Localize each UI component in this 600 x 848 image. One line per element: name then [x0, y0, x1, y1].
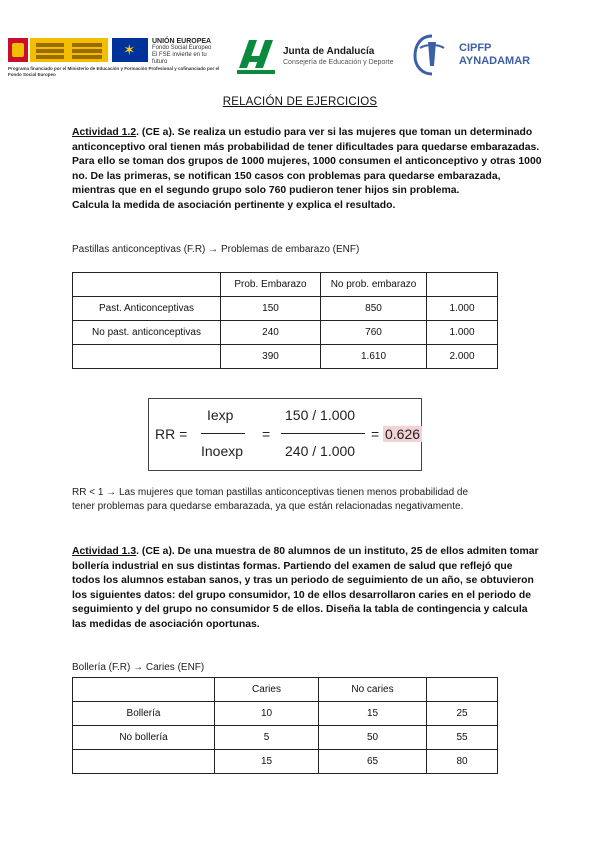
table-cell	[73, 678, 215, 702]
relative-risk-formula	[148, 398, 422, 471]
table-cell: No past. anticonceptivas	[73, 321, 221, 345]
table-cell: 390	[221, 345, 321, 369]
table-row	[73, 750, 498, 774]
formula-equals-2: =	[371, 426, 380, 442]
formula-numerator-value: 150 / 1.000	[285, 407, 356, 423]
table-cell	[73, 273, 221, 297]
table-header: No caries	[319, 678, 427, 702]
cipfp-emblem-icon	[412, 32, 452, 78]
activity-1-2-label: Actividad 1.2	[72, 127, 137, 138]
table-cell: 1.000	[427, 297, 498, 321]
activity-1-2-question: Calcula la medida de asociación pertinente y explica el resultado.	[72, 199, 396, 211]
page-title: RELACIÓN DE EJERCICIOS	[222, 96, 378, 108]
cipfp-line1: CIPFP	[459, 42, 492, 54]
table-row	[73, 702, 498, 726]
table-row	[73, 297, 498, 321]
table-cell	[427, 273, 498, 297]
activity-1-3-text: . (CE a). De una muestra de 80 alumnos de un instituto, 25 de ellos admiten tomar bollería industrial en sus distintas formas. Partiendo del examen de salud que reflejó que todos los alumnos estaban sanos, y tras un periodo de seguimiento de un año, se obtuvieron los siguientes datos: del grupo consumidor, 10 de ellos desarrollaron caries en el periodo de seguimiento y del grupo no consumidor 5 de ellos. Diseña la tabla de contingencia y calcula las medidas de asociación oportunas.	[72, 546, 539, 630]
activity-1-2-conclusion: RR < 1 → Las mujeres que toman pastillas anticonceptivas tienen menos probabilidad de tener problemas para quedarse embarazada, ya que están relacionadas negativamente.	[72, 487, 469, 512]
fraction-bar	[201, 433, 245, 434]
table-cell: 50	[319, 726, 427, 750]
junta-name: Junta de Andalucía	[283, 46, 375, 57]
contingency-table-2	[72, 677, 498, 774]
table-cell: 80	[427, 750, 498, 774]
table-row	[73, 345, 498, 369]
table-cell: 760	[321, 321, 427, 345]
activity-1-3-label: Actividad 1.3	[72, 546, 137, 557]
table-cell: 15	[215, 750, 319, 774]
table-header-row	[73, 273, 498, 297]
table-cell: 15	[319, 702, 427, 726]
activity-1-2-text: . (CE a). Se realiza un estudio para ver si las mujeres que toman un determinado anticonceptivo oral tienen más probabilidad de tener dificultades para quedarse embarazadas. Para ello se toman dos grupos de 1000 mujeres, 1000 consumen el anticonceptivo y otras 1000 no. De las primeras, se notifican 150 casos con problemas para quedarse embarazada, mientras que en el segundo grupo solo 760 pudieron tener hijos sin problema.	[72, 127, 542, 197]
table-cell: 65	[319, 750, 427, 774]
table-header: Caries	[215, 678, 319, 702]
table-cell: No bollería	[73, 726, 215, 750]
table-cell: 1.610	[321, 345, 427, 369]
table-cell: 2.000	[427, 345, 498, 369]
formula-denominator-symbol: Inoexp	[201, 443, 244, 459]
spain-shield-icon	[8, 38, 28, 62]
activity-1-3-variables: Bollería (F.R) → Caries (ENF)	[72, 662, 205, 673]
table-cell: 150	[221, 297, 321, 321]
junta-emblem-icon	[235, 34, 277, 76]
table-cell: 10	[215, 702, 319, 726]
spain-eu-logos	[8, 38, 218, 80]
table-header: Prob. Embarazo	[221, 273, 321, 297]
table-header-row	[73, 678, 498, 702]
table-cell: 25	[427, 702, 498, 726]
table-cell: 850	[321, 297, 427, 321]
formula-equals: =	[262, 426, 271, 442]
junta-dept: Consejería de Educación y Deporte	[283, 59, 394, 66]
table-cell	[73, 750, 215, 774]
funding-note: Programa financiado por el Ministerio de Educación y Formación Profesional y cofinanciado por el Fondo Social Europeo	[8, 66, 220, 77]
table-header: No prob. embarazo	[321, 273, 427, 297]
table-cell	[427, 678, 498, 702]
table-cell: 55	[427, 726, 498, 750]
activity-1-3-statement	[72, 545, 542, 633]
page-header	[0, 30, 600, 86]
formula-denominator-value: 240 / 1.000	[285, 443, 356, 459]
formula-result: 0.626	[385, 426, 421, 442]
formula-numerator-symbol: Iexp	[207, 407, 234, 423]
formula-lhs: RR =	[155, 426, 188, 442]
spain-ministry-logo	[8, 38, 108, 62]
contingency-table-1	[72, 272, 498, 369]
table-cell: 5	[215, 726, 319, 750]
cipfp-logo	[412, 32, 552, 82]
eu-text: UNIÓN EUROPEA Fondo Social Europeo El FSE invierte en tu futuro	[152, 38, 212, 65]
activity-1-2-statement	[72, 126, 542, 214]
table-cell: Past. Anticonceptivas	[73, 297, 221, 321]
table-row	[73, 321, 498, 345]
table-row	[73, 726, 498, 750]
table-cell: 1.000	[427, 321, 498, 345]
fraction-bar	[281, 433, 365, 434]
table-cell: Bollería	[73, 702, 215, 726]
table-cell	[73, 345, 221, 369]
cipfp-line2: AYNADAMAR	[459, 55, 531, 67]
junta-logo	[235, 34, 395, 80]
eu-flag-icon	[112, 38, 148, 62]
activity-1-2-variables: Pastillas anticonceptivas (F.R) → Problemas de embarazo (ENF)	[72, 244, 360, 255]
table-cell: 240	[221, 321, 321, 345]
